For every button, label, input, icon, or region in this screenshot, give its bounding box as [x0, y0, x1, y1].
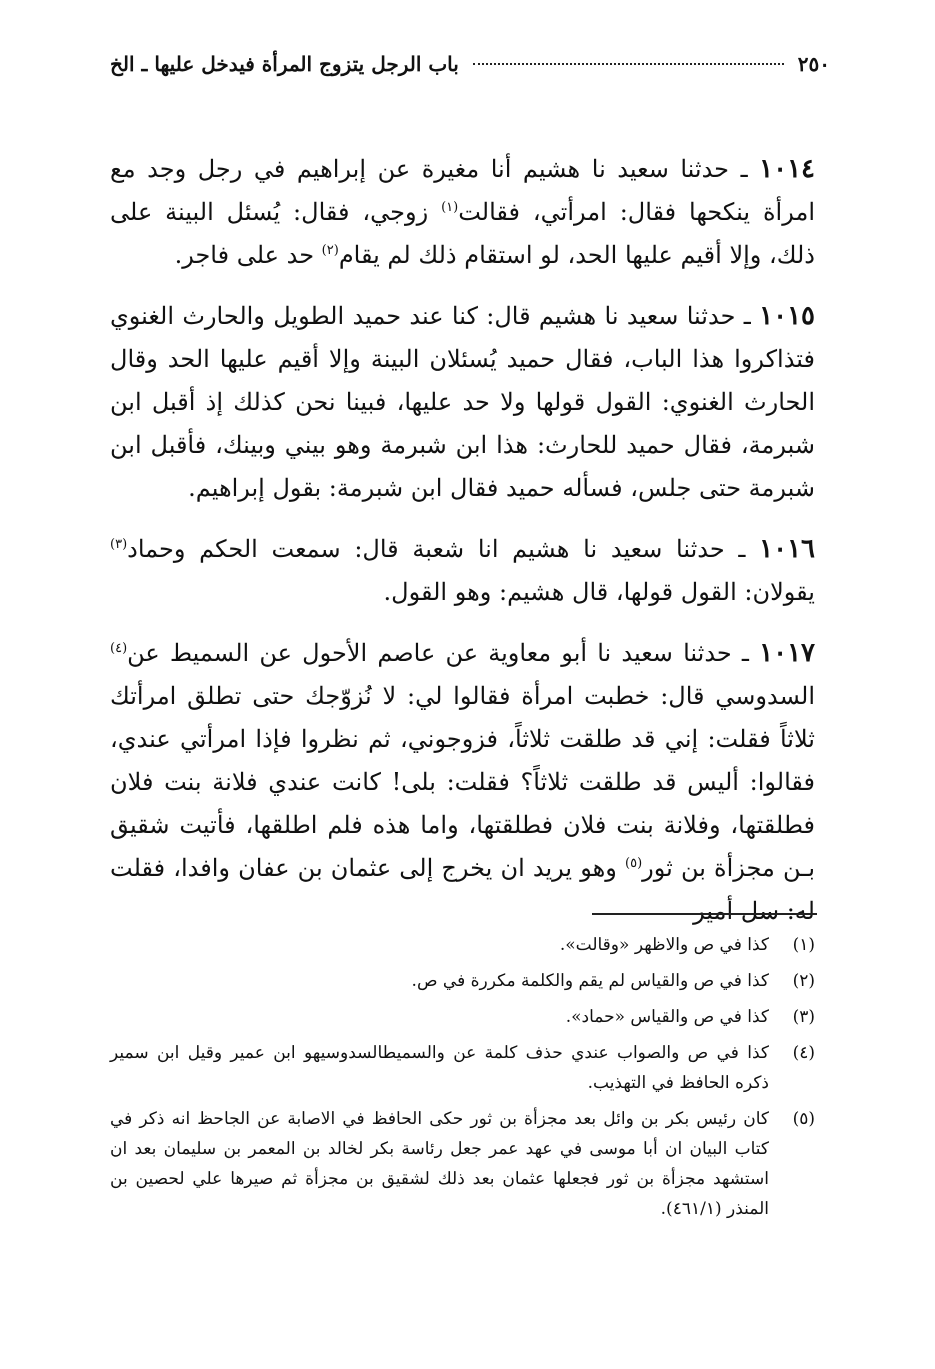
footnote-ref: (٥) — [625, 856, 643, 871]
footnote-separator — [592, 913, 817, 915]
footnote-mark: (٤) — [792, 1043, 815, 1063]
hadith-number: ١٠١٦ — [759, 534, 815, 564]
page-number: ٢٥٠ — [797, 52, 830, 76]
hadith-1015 — [110, 295, 815, 510]
footnote-mark: (٢) — [792, 971, 815, 991]
hadith-text: ـ حدثنا سعيد نا هشيم انا شعبة قال: سمعت الحكم وحماد — [127, 535, 760, 563]
hadith-1016 — [110, 528, 815, 614]
footnote — [110, 1038, 815, 1098]
footnote-ref: (١) — [441, 200, 459, 215]
footnote-text: كذا في ص والقياس لم يقم والكلمة مكررة في ص. — [411, 971, 769, 991]
footnote-ref: (٢) — [321, 243, 339, 258]
footnote — [110, 966, 815, 996]
footnote — [110, 1002, 815, 1032]
footnotes — [110, 930, 815, 1230]
hadith-text: وهو يريد ان يخرج إلى عثمان بن عفان وافدا، فقلت له: سل أمير — [110, 854, 815, 925]
footnote-ref: (٣) — [110, 537, 128, 552]
hadith-1017 — [110, 632, 815, 933]
header-leader-dots — [473, 63, 784, 65]
hadith-text: زوجي، فقال: يُسئل البينة على ذلك، وإلا أقيم عليها الحد، لو استقام ذلك لم يقام — [110, 198, 815, 269]
footnote-mark: (١) — [792, 935, 815, 955]
footnote-mark: (٣) — [792, 1007, 815, 1027]
footnote-text: كذا في ص والصواب عندي حذف كلمة عن والسميطالسدوسيهو ابن عمير وقيل ابن سمير ذكره الحافظ في التهذيب. — [110, 1043, 769, 1093]
footnote-ref: (٤) — [110, 641, 128, 656]
running-title: باب الرجل يتزوج المرأة فيدخل عليها ـ الخ — [110, 52, 459, 76]
hadith-number: ١٠١٤ — [759, 154, 815, 184]
footnote-text: كان رئيس بكر بن وائل بعد مجزأة بن ثور حكى الحافظ في الاصابة عن الجاحظ انه ذكر في كتاب البيان ان أبا موسى في عهد عمر جعل رئاسة بكر لخالد بن المعمر بن سليمان بعد ان استشهد مجزأة بن ثور فجعلها عثمان بعد ذلك لشقيق بن مجزأة ثم صيرها علي لحصين بن المنذر (٤٦١/١). — [110, 1109, 769, 1219]
footnote — [110, 1104, 815, 1224]
hadith-text: ـ حدثنا سعيد نا أبو معاوية عن عاصم الأحول عن السميط عن — [127, 639, 760, 667]
hadith-text: حد على فاجر. — [174, 241, 322, 269]
hadith-1014 — [110, 148, 815, 277]
hadith-number: ١٠١٧ — [759, 638, 815, 668]
page-header — [110, 52, 830, 76]
hadith-text: ـ حدثنا سعيد نا هشيم أنا مغيرة عن إبراهيم في رجل وجد مع امرأة ينكحها فقال: امرأتي، فقالت — [110, 155, 815, 226]
hadith-text: يقولان: القول قولها، قال هشيم: وهو القول. — [383, 578, 815, 606]
main-text — [110, 148, 815, 951]
footnote — [110, 930, 815, 960]
footnote-mark: (٥) — [792, 1109, 815, 1129]
hadith-text: ـ حدثنا سعيد نا هشيم قال: كنا عند حميد الطويل والحارث الغنوي فتذاكروا هذا الباب، فقال حميد يُسئلان البينة وإلا أقيم عليها الحد وقال الحارث الغنوي: القول قولها ولا حد عليها، فبينا نحن كذلك إذ أقبل ابن شبرمة، فقال حميد للحارث: هذا ابن شبرمة وهو بيني وبينك، فأقبل ابن شبرمة حتى جلس، فسأله حميد فقال ابن شبرمة: بقول إبراهيم. — [110, 302, 816, 502]
footnote-text: كذا في ص والقياس «حماد». — [565, 1007, 769, 1027]
footnote-text: كذا في ص والاظهر «وقالت». — [559, 935, 769, 955]
hadith-number: ١٠١٥ — [759, 301, 815, 331]
hadith-text: السدوسي قال: خطبت امرأة فقالوا لي: لا نُزوّجك حتى تطلق امرأتك ثلاثاً فقلت: إني قد طلقت ثلاثاً، فزوجوني، ثم نظروا فإذا امرأتي عندي، فقالوا: أليس قد طلقت ثلاثاً؟ فقلت: بلى! كانت عندي فلانة بنت فلان فطلقتها، وفلانة بنت فلان فطلقتها، واما هذه فلم اطلقها، فأتيت شقيق بـن مجزأة بن ثور — [110, 682, 816, 882]
